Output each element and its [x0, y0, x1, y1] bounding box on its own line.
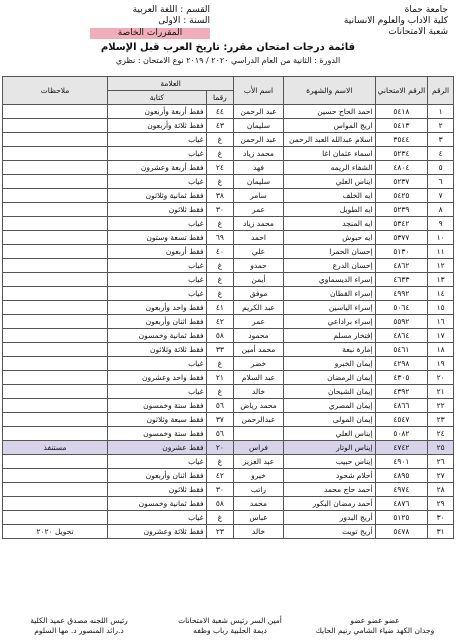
exam-number: ٣٥٤٤: [375, 133, 428, 147]
exam-number: ٤٦٣٣: [375, 273, 428, 287]
row-note: [3, 245, 108, 259]
row-note: [3, 399, 108, 413]
student-name: الشفاء الريمه: [283, 161, 375, 175]
exam-number: ٥٢٣٩: [375, 203, 428, 217]
student-name: ايه الطويل: [283, 203, 375, 217]
row-note: [3, 189, 108, 203]
table-row: [3, 497, 454, 511]
header-father: اسم الأب: [234, 77, 284, 105]
exam-number: ٤٨٦٢: [375, 259, 428, 273]
grade-digits: ٣٨: [206, 189, 234, 203]
father-name: عمر: [234, 203, 284, 217]
student-name: أريج البدور: [283, 511, 375, 525]
grade-digits: ٤١: [206, 301, 234, 315]
student-name: إيمان الرمضان: [283, 371, 375, 385]
exam-number: ٥١٣٠: [375, 245, 428, 259]
row-number: ٢٠: [428, 371, 454, 385]
row-note: تحويل ٢٠٢٠: [3, 525, 108, 539]
table-row: [3, 259, 454, 273]
table-row: [3, 287, 454, 301]
student-name: إسراء الياسين: [283, 301, 375, 315]
row-number: ٣: [428, 133, 454, 147]
grade-words: فقط ثلاثة وعشرون: [108, 525, 207, 539]
grade-digits: ٢٣: [206, 525, 234, 539]
grade-digits: ٢٤: [206, 161, 234, 175]
row-note: [3, 259, 108, 273]
table-row: [3, 413, 454, 427]
father-name: عبد العزيز: [234, 455, 284, 469]
grade-digits: ٤٠: [206, 245, 234, 259]
row-number: ١٣: [428, 273, 454, 287]
father-name: أيمن: [234, 273, 284, 287]
row-number: ٩: [428, 217, 454, 231]
dean-names: د.رائد المنصور د. مها السلوم: [34, 626, 124, 635]
row-number: ١٧: [428, 329, 454, 343]
father-name: عباس: [234, 511, 284, 525]
exam-number: ٥٤١٨: [375, 105, 428, 119]
father-name: سامر: [234, 189, 284, 203]
row-note: [3, 133, 108, 147]
row-note: [3, 175, 108, 189]
row-number: ١٩: [428, 357, 454, 371]
student-name: إيمان الخبرو: [283, 357, 375, 371]
grade-digits: غ: [206, 217, 234, 231]
row-note: [3, 105, 108, 119]
grade-words: فقط عشرون: [108, 441, 207, 455]
row-note: [3, 511, 108, 525]
university-name: جامعة حماة: [404, 5, 448, 15]
father-name: موفق: [234, 287, 284, 301]
father-name: عبد الكريم: [234, 301, 284, 315]
father-name: عبد السلام: [234, 371, 284, 385]
father-name: محمد أمين: [234, 343, 284, 357]
grade-digits: ٤٢: [206, 469, 234, 483]
row-number: ١٨: [428, 343, 454, 357]
grade-words: فقط ثلاثة وثلاثون: [108, 343, 207, 357]
header-id: الرقم الامتحاني: [375, 77, 428, 105]
student-name: إيمان الشيحان: [283, 385, 375, 399]
grade-digits: غ: [206, 133, 234, 147]
student-name: إمارة نبعة: [283, 343, 375, 357]
student-name: إيمان المولى: [283, 413, 375, 427]
exam-number: ٥٤٢٥: [375, 189, 428, 203]
table-row: [3, 441, 454, 455]
row-number: ٦: [428, 175, 454, 189]
row-number: ٢٦: [428, 455, 454, 469]
secretary-signature: [160, 616, 300, 636]
student-name: إفتخار مسلم: [283, 329, 375, 343]
table-row: [3, 483, 454, 497]
father-name: خيرو: [234, 469, 284, 483]
row-note: [3, 301, 108, 315]
secretary-title: أمين السر رئيس شعبة الامتحانات: [178, 616, 282, 625]
grade-digits: غ: [206, 273, 234, 287]
grade-digits: ٥٨: [206, 497, 234, 511]
father-name: محمد زياد: [234, 147, 284, 161]
table-row: [3, 455, 454, 469]
table-row: [3, 525, 454, 539]
table-row: [3, 385, 454, 399]
student-name: إيمان المصري: [283, 399, 375, 413]
student-name: ايه الخلف: [283, 189, 375, 203]
exam-number: ٤٢٩٨: [375, 357, 428, 371]
row-number: ٣١: [428, 525, 454, 539]
grade-words: غياب: [108, 259, 207, 273]
grade-digits: ٣٠: [206, 483, 234, 497]
exam-number: ٤٨٦٦: [375, 399, 428, 413]
members-names: وجدان الكهد ضياء الشامي رنيم الحايك: [315, 626, 435, 635]
grade-words: فقط أربعة وعشرون: [108, 161, 207, 175]
exam-number: ٥٥٩٢: [375, 315, 428, 329]
exam-number: ٤٥٤٧: [375, 413, 428, 427]
table-row: [3, 175, 454, 189]
row-number: ٢٢: [428, 399, 454, 413]
father-name: محمد: [234, 497, 284, 511]
grade-words: فقط تسعة وستون: [108, 231, 207, 245]
father-name: عبد الرحمن: [234, 133, 284, 147]
row-note: [3, 455, 108, 469]
student-name: ايه المنجد: [283, 217, 375, 231]
father-name: احمد: [234, 231, 284, 245]
grade-digits: ٤٤: [206, 105, 234, 119]
row-note: [3, 147, 108, 161]
grade-digits: ٥٦: [206, 399, 234, 413]
row-number: ٢٣: [428, 413, 454, 427]
year-label: السنة : الاولى: [158, 16, 210, 26]
row-number: ٢٨: [428, 483, 454, 497]
row-number: ١٢: [428, 259, 454, 273]
student-name: إيناس العلي: [283, 427, 375, 441]
row-number: ٧: [428, 189, 454, 203]
student-name: أريج تويت: [283, 525, 375, 539]
grade-words: فقط واحد وعشرون: [108, 371, 207, 385]
exam-number: ٤٩٧٤: [375, 483, 428, 497]
exam-number: ٥١٢٥: [375, 511, 428, 525]
student-name: احمد الحاج حسين: [283, 105, 375, 119]
committee-members: [300, 616, 450, 636]
student-name: أحمد رمضان البكور: [283, 497, 375, 511]
grade-digits: غ: [206, 287, 234, 301]
grade-words: فقط ستة وخمسون: [108, 399, 207, 413]
student-name: ايناس العلي: [283, 175, 375, 189]
row-note: [3, 287, 108, 301]
father-name: خالد: [234, 385, 284, 399]
grade-words: غياب: [108, 287, 207, 301]
grade-digits: ٣٧: [206, 413, 234, 427]
header-name: الاسم والشهرة: [283, 77, 375, 105]
grade-words: غياب: [108, 385, 207, 399]
row-note: [3, 357, 108, 371]
exam-number: ٥٠٨٢: [375, 427, 428, 441]
grade-digits: غ: [206, 511, 234, 525]
exam-number: ٤٨٦٤: [375, 329, 428, 343]
father-name: عمر: [234, 315, 284, 329]
grade-digits: ٢٠: [206, 441, 234, 455]
exam-number: ٤٩٠١: [375, 455, 428, 469]
table-row: [3, 119, 454, 133]
row-note: [3, 329, 108, 343]
table-row: [3, 427, 454, 441]
grade-words: فقط اثنان وأربعون: [108, 315, 207, 329]
dean-signature: [4, 616, 154, 636]
row-note: [3, 217, 108, 231]
table-row: [3, 133, 454, 147]
row-note: [3, 371, 108, 385]
father-name: خالد: [234, 525, 284, 539]
student-name: اريج المواس: [283, 119, 375, 133]
exam-number: ٥٠٦٤: [375, 301, 428, 315]
header-words: كتابة: [108, 91, 207, 105]
grade-words: فقط ثلاثون: [108, 203, 207, 217]
student-name: اسلام عبدالله العبد الرحمن: [283, 133, 375, 147]
row-note: [3, 483, 108, 497]
student-name: إسراء براداعي: [283, 315, 375, 329]
father-name: سليمان: [234, 119, 284, 133]
table-row: [3, 217, 454, 231]
exam-number: ٤٨٩٥: [375, 469, 428, 483]
father-name: خضر: [234, 357, 284, 371]
page-subtitle: الدورة : الثانية من العام الدراسي ٢٠٢٠ / ٢٠١٩ نوع الامتحان : نظري: [115, 56, 341, 65]
header-notes: ملاحظات: [3, 77, 108, 105]
exam-number: ٥٢٣٧: [375, 175, 428, 189]
row-number: ١٠: [428, 231, 454, 245]
grade-digits: غ: [206, 147, 234, 161]
table-row: [3, 469, 454, 483]
table-row: [3, 273, 454, 287]
table-row: [3, 245, 454, 259]
row-note: [3, 413, 108, 427]
exam-number: ٥٣٤٢: [375, 217, 428, 231]
father-name: سليمان: [234, 175, 284, 189]
row-number: ٢٧: [428, 469, 454, 483]
table-row: [3, 147, 454, 161]
father-name: [234, 427, 284, 441]
father-name: راتب: [234, 483, 284, 497]
grade-words: غياب: [108, 511, 207, 525]
father-name: حمدو: [234, 259, 284, 273]
table-row: [3, 371, 454, 385]
father-name: محمد زياد: [234, 217, 284, 231]
grades-table: [2, 76, 454, 539]
student-name: إيناس الوتار: [283, 441, 375, 455]
table-row: [3, 231, 454, 245]
exam-number: ٥٣٧٧: [375, 231, 428, 245]
student-name: إيناس حبيب: [283, 455, 375, 469]
course-info: [60, 5, 210, 39]
row-number: ١٦: [428, 315, 454, 329]
grade-words: فقط سبعة وثلاثون: [108, 413, 207, 427]
grade-words: فقط اثنان وأربعون: [108, 469, 207, 483]
header-grade: العلامة: [108, 77, 234, 91]
grade-digits: ٥٨: [206, 329, 234, 343]
father-name: محمد رياض: [234, 399, 284, 413]
grade-digits: غ: [206, 455, 234, 469]
grade-digits: غ: [206, 357, 234, 371]
father-name: علي: [234, 245, 284, 259]
grade-digits: غ: [206, 175, 234, 189]
table-row: [3, 203, 454, 217]
grade-digits: غ: [206, 259, 234, 273]
grade-words: غياب: [108, 175, 207, 189]
grade-digits: ٥٦: [206, 427, 234, 441]
row-note: [3, 119, 108, 133]
exam-number: ٥٤١٣: [375, 119, 428, 133]
student-name: إسراء القطان: [283, 287, 375, 301]
row-number: ٢٩: [428, 497, 454, 511]
row-note: [3, 497, 108, 511]
exam-number: ٤٣٩٢: [375, 385, 428, 399]
row-number: ٢١: [428, 385, 454, 399]
grade-words: غياب: [108, 217, 207, 231]
table-row: [3, 357, 454, 371]
header-num: الرقم: [428, 77, 454, 105]
student-name: ايه حبوش: [283, 231, 375, 245]
student-name: إحسان الدرع: [283, 259, 375, 273]
row-number: ٢٤: [428, 427, 454, 441]
row-number: ١٤: [428, 287, 454, 301]
row-note: [3, 315, 108, 329]
grade-words: غياب: [108, 147, 207, 161]
student-name: إسراء الديسماوي: [283, 273, 375, 287]
father-name: عبد الرحمن: [234, 105, 284, 119]
course-type-badge: المقررات الخاصة: [90, 28, 210, 39]
table-row: [3, 301, 454, 315]
student-name: أحمد حاج محمد: [283, 483, 375, 497]
grade-words: فقط ثمانية وخمسون: [108, 329, 207, 343]
table-row: [3, 189, 454, 203]
grade-words: غياب: [108, 455, 207, 469]
grade-digits: ٦٩: [206, 231, 234, 245]
exams-section: شعبة الامتحانات: [388, 27, 448, 37]
row-number: ٣٠: [428, 511, 454, 525]
student-name: إحسان الحمرا: [283, 245, 375, 259]
row-note: [3, 161, 108, 175]
table-body: [3, 105, 454, 539]
grade-words: فقط ثلاثون: [108, 483, 207, 497]
grade-words: غياب: [108, 273, 207, 287]
exam-number: ٤٧٤٢: [375, 441, 428, 455]
row-note: مستنفذ: [3, 441, 108, 455]
student-name: أحلام شحود: [283, 469, 375, 483]
row-note: [3, 385, 108, 399]
grade-words: فقط أربعة وأربعون: [108, 105, 207, 119]
grade-words: فقط ستة وخمسون: [108, 427, 207, 441]
row-number: ١: [428, 105, 454, 119]
table-row: [3, 161, 454, 175]
exam-number: ٥٤٧٨: [375, 525, 428, 539]
grade-digits: ٣٠: [206, 203, 234, 217]
exam-number: ٤٨٠٤: [375, 161, 428, 175]
grade-words: فقط ثمانية وخمسون: [108, 497, 207, 511]
grade-words: غياب: [108, 357, 207, 371]
row-number: ٨: [428, 203, 454, 217]
row-note: [3, 469, 108, 483]
grade-words: فقط أربعون: [108, 245, 207, 259]
dean-title: رئيس اللجنه مصدق عميد الكلية: [30, 616, 128, 625]
table-header-row: [3, 77, 454, 91]
table-row: [3, 343, 454, 357]
grade-digits: غ: [206, 385, 234, 399]
exam-number: ٥٢٣٤: [375, 147, 428, 161]
table-row: [3, 511, 454, 525]
grade-digits: ٤٣: [206, 119, 234, 133]
exam-number: ٤٣٠٥: [375, 371, 428, 385]
university-header: [344, 5, 448, 38]
page-title: قائمة درجات امتحان مقرر: تاريخ العرب قبل الإسلام: [100, 42, 356, 53]
student-name: اسماء عثمان اغا: [283, 147, 375, 161]
exam-number: ٤٩٩٢: [375, 287, 428, 301]
row-note: [3, 273, 108, 287]
grade-words: فقط ثلاثة وأربعون: [108, 119, 207, 133]
row-number: ١٥: [428, 301, 454, 315]
father-name: محمود: [234, 329, 284, 343]
grade-digits: ٤٢: [206, 315, 234, 329]
grade-digits: ٣٣: [206, 343, 234, 357]
row-number: ٤: [428, 147, 454, 161]
father-name: فراس: [234, 441, 284, 455]
grade-words: فقط ثمانية وثلاثون: [108, 189, 207, 203]
header-digits: رقما: [206, 91, 234, 105]
row-note: [3, 343, 108, 357]
row-number: ٢: [428, 119, 454, 133]
department-label: القسم : اللغة العربية: [132, 5, 210, 15]
members-title: عضو عضو عضو: [350, 616, 400, 625]
exam-number: ٤٨٧٦: [375, 497, 428, 511]
father-name: عبدالرحمن: [234, 413, 284, 427]
row-number: ١١: [428, 245, 454, 259]
table-row: [3, 315, 454, 329]
grade-words: غياب: [108, 133, 207, 147]
row-number: ٢٥: [428, 441, 454, 455]
row-note: [3, 427, 108, 441]
exam-number: ٥٤٦١: [375, 343, 428, 357]
secretary-names: ديمة الحلبية رباب وظفه: [193, 626, 267, 635]
table-row: [3, 399, 454, 413]
faculty-name: كلية الاداب والعلوم الانسانية: [343, 16, 448, 26]
row-number: ٥: [428, 161, 454, 175]
table-row: [3, 105, 454, 119]
grade-digits: ٢١: [206, 371, 234, 385]
grade-words: فقط واحد وأربعون: [108, 301, 207, 315]
row-note: [3, 231, 108, 245]
father-name: فهد: [234, 161, 284, 175]
row-note: [3, 203, 108, 217]
table-row: [3, 329, 454, 343]
